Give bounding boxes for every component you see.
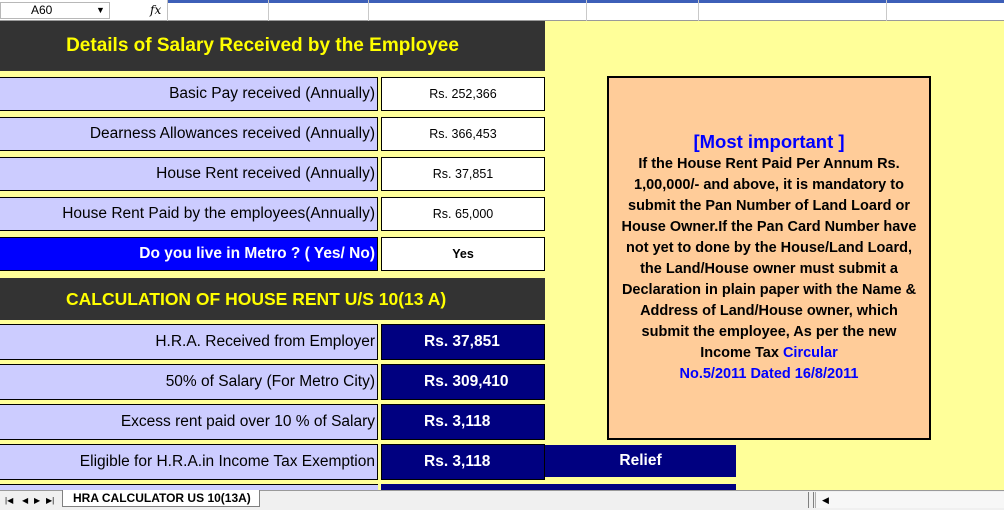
excess-rent-value[interactable]: Rs. 3,118 <box>381 404 545 440</box>
last-sheet-icon[interactable]: ▶| <box>46 496 55 505</box>
next-sheet-icon[interactable]: ▶ <box>34 496 41 505</box>
excess-rent-label: Excess rent paid over 10 % of Salary <box>0 404 378 440</box>
hra-received-value[interactable]: Rs. 37,851 <box>381 324 545 360</box>
relief-cell[interactable]: Relief <box>545 445 736 477</box>
eligible-hra-value[interactable]: Rs. 3,118 <box>381 444 545 480</box>
house-rent-received-input[interactable]: Rs. 37,851 <box>381 157 545 191</box>
fifty-percent-salary-value[interactable]: Rs. 309,410 <box>381 364 545 400</box>
formula-bar <box>0 0 1004 21</box>
column-gridline <box>268 0 269 21</box>
first-sheet-icon[interactable]: |◀ <box>5 496 14 505</box>
column-gridline <box>886 0 887 21</box>
metro-answer-input[interactable]: Yes <box>381 237 545 271</box>
previous-sheet-icon[interactable]: ◀ <box>22 496 29 505</box>
column-gridline <box>698 0 699 21</box>
circular-link[interactable]: Circular <box>782 345 838 361</box>
notice-title: [Most important ] <box>693 131 845 152</box>
metro-question-label: Do you live in Metro ? ( Yes/ No) <box>0 237 378 271</box>
calculation-section-title: CALCULATION OF HOUSE RENT U/S 10(13 A) <box>66 289 447 309</box>
salary-section-title: Details of Salary Received by the Employee <box>66 35 459 56</box>
column-gridline <box>586 0 587 21</box>
dearness-allowance-label: Dearness Allowances received (Annually) <box>0 117 378 151</box>
notice-text: If the House Rent Paid Per Annum Rs. 1,00,000/- and above, it is mandatory to submit the Pan Number of Land Loard or House Owner.If the Pan Card Number have not yet to done by the House/Land Loard, the Land/House owner must submit a Declaration in plain paper with the Name & Address of Land/House owner, which submit the employee, As per the new Income Tax <box>621 156 917 361</box>
hra-received-label: H.R.A. Received from Employer <box>0 324 378 360</box>
insert-function-icon[interactable]: fx <box>150 3 162 17</box>
house-rent-received-label: House Rent received (Annually) <box>0 157 378 191</box>
sheet-tab-bar <box>0 490 1004 510</box>
formula-bar-divider <box>167 0 168 21</box>
tab-hra-calculator[interactable]: HRA CALCULATOR US 10(13A) <box>62 490 260 507</box>
important-notice-box <box>607 76 931 440</box>
horizontal-scrollbar[interactable] <box>815 492 1004 508</box>
basic-pay-label: Basic Pay received (Annually) <box>0 77 378 111</box>
basic-pay-input[interactable]: Rs. 252,366 <box>381 77 545 111</box>
circular-reference: No.5/2011 Dated 16/8/2011 <box>679 366 859 382</box>
notice-body <box>617 154 921 385</box>
name-box-dropdown-icon[interactable]: ▼ <box>96 5 105 15</box>
dearness-allowance-input[interactable]: Rs. 366,453 <box>381 117 545 151</box>
tab-split-handle[interactable] <box>808 492 814 508</box>
scroll-left-icon[interactable]: ◀ <box>822 495 829 505</box>
column-gridline <box>368 0 369 21</box>
house-rent-paid-label: House Rent Paid by the employees(Annually) <box>0 197 378 231</box>
fifty-percent-salary-label: 50% of Salary (For Metro City) <box>0 364 378 400</box>
house-rent-paid-input[interactable]: Rs. 65,000 <box>381 197 545 231</box>
eligible-hra-label: Eligible for H.R.A.in Income Tax Exemption <box>0 444 378 480</box>
name-box[interactable]: A60 <box>0 2 110 19</box>
